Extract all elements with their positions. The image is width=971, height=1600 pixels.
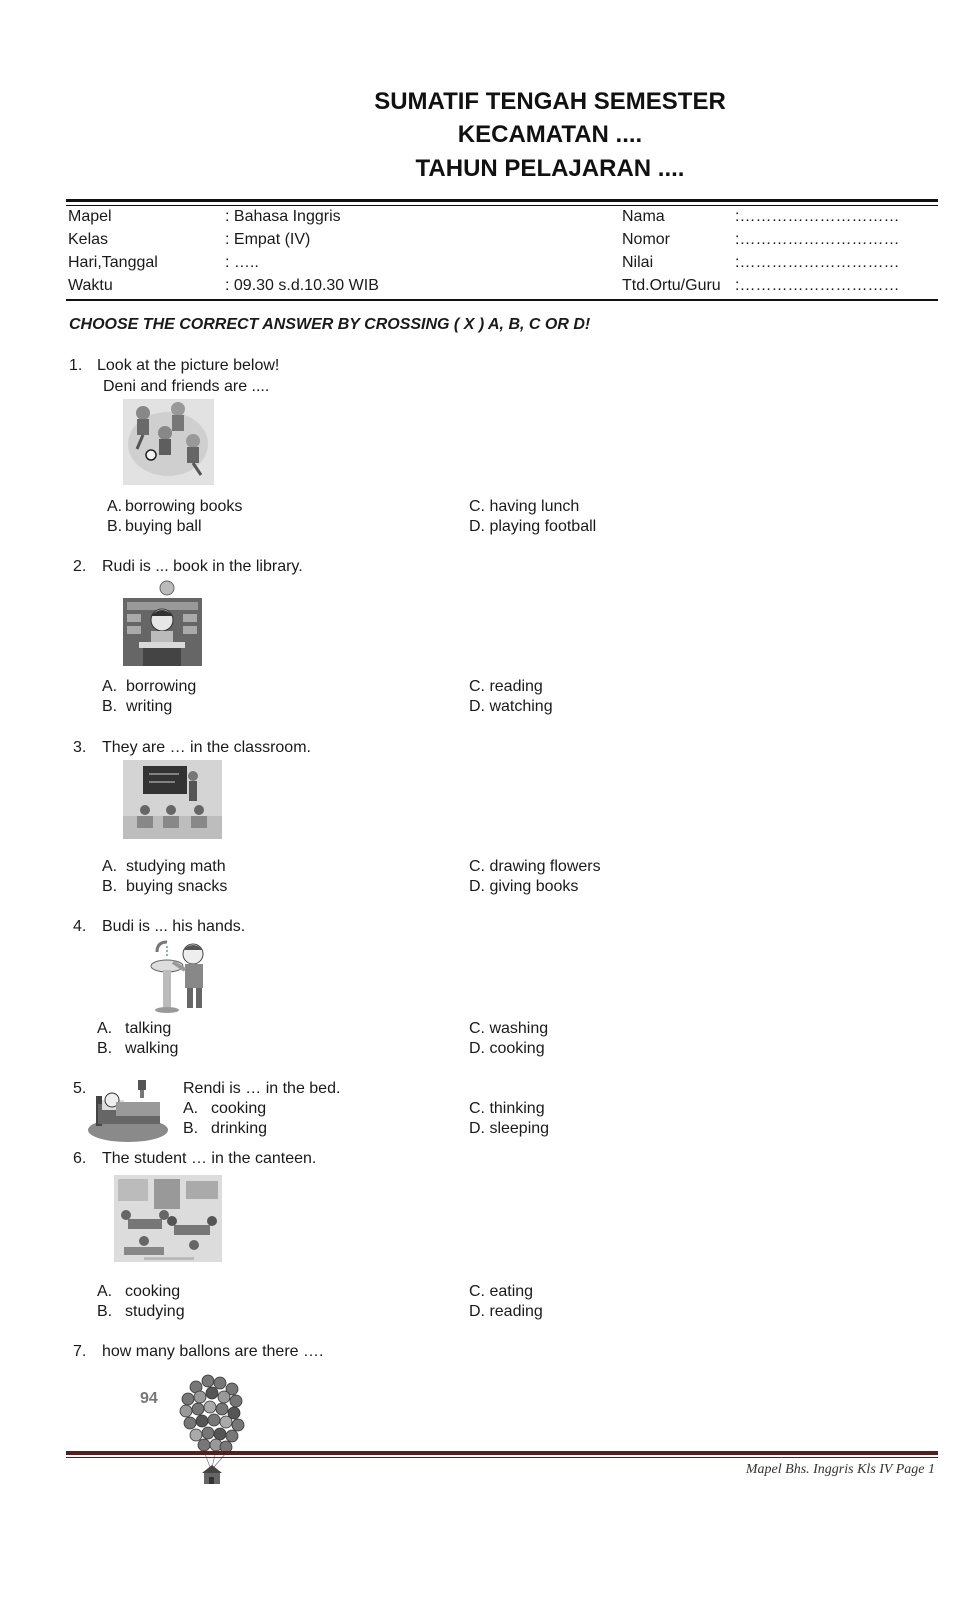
option-letter: B. xyxy=(102,878,118,895)
option-d[interactable] xyxy=(469,1039,545,1059)
option-letter: D. xyxy=(469,1120,485,1137)
option-letter: A. xyxy=(97,1283,113,1300)
option-a[interactable] xyxy=(102,677,196,697)
option-text: drawing flowers xyxy=(489,858,601,875)
title-line-2: KECAMATAN .... xyxy=(457,121,643,148)
option-letter: D. xyxy=(469,878,485,895)
footer-rule-thick xyxy=(66,1451,938,1455)
option-text: writing xyxy=(126,698,173,715)
option-letter: A. xyxy=(97,1020,113,1037)
option-letter: C. xyxy=(469,1020,485,1037)
option-c[interactable] xyxy=(469,857,601,877)
question-text: Rendi is … in the bed. xyxy=(183,1080,341,1097)
option-letter: C. xyxy=(469,1100,485,1117)
question-number: 3. xyxy=(73,739,87,756)
question-number: 2. xyxy=(73,558,87,575)
option-text: having lunch xyxy=(489,498,580,515)
page-number: 94 xyxy=(140,1390,158,1407)
option-text: giving books xyxy=(489,878,579,895)
option-d[interactable] xyxy=(469,697,553,717)
footer-rule-thin xyxy=(66,1457,938,1458)
question-text: Rudi is ... book in the library. xyxy=(102,558,303,575)
question-number: 4. xyxy=(73,918,87,935)
students-in-canteen-icon xyxy=(114,1175,222,1262)
option-text: studying xyxy=(125,1303,185,1320)
option-b[interactable] xyxy=(107,517,202,537)
option-c[interactable] xyxy=(469,677,543,697)
question-text: The student … in the canteen. xyxy=(102,1150,317,1167)
info-field-ttd[interactable]: :………………………… xyxy=(735,277,900,294)
option-letter: A. xyxy=(107,498,123,515)
option-letter: D. xyxy=(469,1303,485,1320)
option-c[interactable] xyxy=(469,497,579,517)
boy-washing-hands-icon xyxy=(145,938,213,1014)
info-label-kelas: Kelas xyxy=(68,231,109,248)
option-a[interactable] xyxy=(183,1099,266,1119)
option-letter: C. xyxy=(469,858,485,875)
header-top-rule xyxy=(66,199,938,202)
option-text: buying ball xyxy=(125,518,202,535)
option-text: sleeping xyxy=(489,1120,550,1137)
option-text: eating xyxy=(489,1283,534,1300)
page-footer: Mapel Bhs. Inggris Kls IV Page 1 xyxy=(745,1462,935,1477)
option-b[interactable] xyxy=(183,1119,267,1139)
info-label-nama: Nama xyxy=(622,208,665,225)
info-value-mapel: : Bahasa Inggris xyxy=(225,208,341,225)
info-label-ttd: Ttd.Ortu/Guru xyxy=(622,277,721,294)
question-number: 5. xyxy=(73,1080,87,1097)
option-text: studying math xyxy=(126,858,226,875)
question-text: Budi is ... his hands. xyxy=(102,918,246,935)
option-text: thinking xyxy=(489,1100,545,1117)
option-letter: C. xyxy=(469,678,485,695)
boy-sleeping-in-bed-icon xyxy=(86,1078,170,1144)
option-b[interactable] xyxy=(102,697,172,717)
option-letter: D. xyxy=(469,1040,485,1057)
info-field-nilai[interactable]: :………………………… xyxy=(735,254,900,271)
option-text: borrowing xyxy=(126,678,197,695)
option-b[interactable] xyxy=(102,877,227,897)
option-a[interactable] xyxy=(97,1019,171,1039)
option-letter: D. xyxy=(469,698,485,715)
question-number: 7. xyxy=(73,1343,87,1360)
option-text: reading xyxy=(489,1303,543,1320)
option-text: playing football xyxy=(489,518,597,535)
option-text: cooking xyxy=(211,1100,267,1117)
option-a[interactable] xyxy=(102,857,226,877)
balloons-house-icon xyxy=(176,1373,248,1485)
children-playing-football-icon xyxy=(123,399,214,485)
classroom-lesson-icon xyxy=(123,760,222,839)
option-letter: A. xyxy=(102,858,118,875)
info-value-kelas: : Empat (IV) xyxy=(225,231,311,248)
option-b[interactable] xyxy=(97,1302,185,1322)
question-number: 6. xyxy=(73,1150,87,1167)
option-c[interactable] xyxy=(469,1099,545,1119)
question-text: They are … in the classroom. xyxy=(102,739,311,756)
option-d[interactable] xyxy=(469,877,578,897)
question-text: how many ballons are there …. xyxy=(102,1343,324,1360)
info-label-waktu: Waktu xyxy=(68,277,113,294)
option-d[interactable] xyxy=(469,1302,543,1322)
option-letter: C. xyxy=(469,498,485,515)
title-line-1: SUMATIF TENGAH SEMESTER xyxy=(374,88,726,115)
option-letter: B. xyxy=(183,1120,199,1137)
option-text: reading xyxy=(489,678,543,695)
question-number: 1. xyxy=(69,357,83,374)
header-bottom-rule xyxy=(66,299,938,301)
option-text: talking xyxy=(125,1020,172,1037)
option-a[interactable] xyxy=(97,1282,180,1302)
option-text: watching xyxy=(489,698,553,715)
info-label-mapel: Mapel xyxy=(68,208,112,225)
option-letter: A. xyxy=(102,678,118,695)
option-c[interactable] xyxy=(469,1282,533,1302)
info-label-hari-tanggal: Hari,Tanggal xyxy=(68,254,158,271)
option-text: borrowing books xyxy=(125,498,243,515)
option-text: walking xyxy=(125,1040,179,1057)
option-text: drinking xyxy=(211,1120,268,1137)
title-line-3: TAHUN PELAJARAN .... xyxy=(415,155,685,182)
option-letter: A. xyxy=(183,1100,199,1117)
option-a[interactable] xyxy=(107,497,242,517)
info-label-nilai: Nilai xyxy=(622,254,654,271)
option-letter: D. xyxy=(469,518,485,535)
info-field-nama[interactable]: :………………………… xyxy=(735,208,900,225)
option-d[interactable] xyxy=(469,517,596,537)
info-label-nomor: Nomor xyxy=(622,231,671,248)
option-d[interactable] xyxy=(469,1119,549,1139)
instruction-text: CHOOSE THE CORRECT ANSWER BY CROSSING ( X ) A, B, C OR D! xyxy=(69,316,591,333)
option-text: washing xyxy=(489,1020,549,1037)
boy-reading-in-library-icon xyxy=(123,580,202,666)
option-letter: B. xyxy=(107,518,123,535)
info-field-nomor[interactable]: :………………………… xyxy=(735,231,900,248)
question-subtext: Deni and friends are .... xyxy=(103,378,270,395)
option-b[interactable] xyxy=(97,1039,178,1059)
option-text: cooking xyxy=(125,1283,181,1300)
option-letter: B. xyxy=(97,1040,113,1057)
info-value-waktu: : 09.30 s.d.10.30 WIB xyxy=(225,277,379,294)
option-text: buying snacks xyxy=(126,878,228,895)
option-letter: C. xyxy=(469,1283,485,1300)
option-letter: B. xyxy=(97,1303,113,1320)
option-text: cooking xyxy=(489,1040,545,1057)
question-text: Look at the picture below! xyxy=(97,357,280,374)
info-value-hari-tanggal: : ….. xyxy=(225,254,259,271)
option-letter: B. xyxy=(102,698,118,715)
option-c[interactable] xyxy=(469,1019,548,1039)
header-top-rule-thin xyxy=(66,205,938,206)
